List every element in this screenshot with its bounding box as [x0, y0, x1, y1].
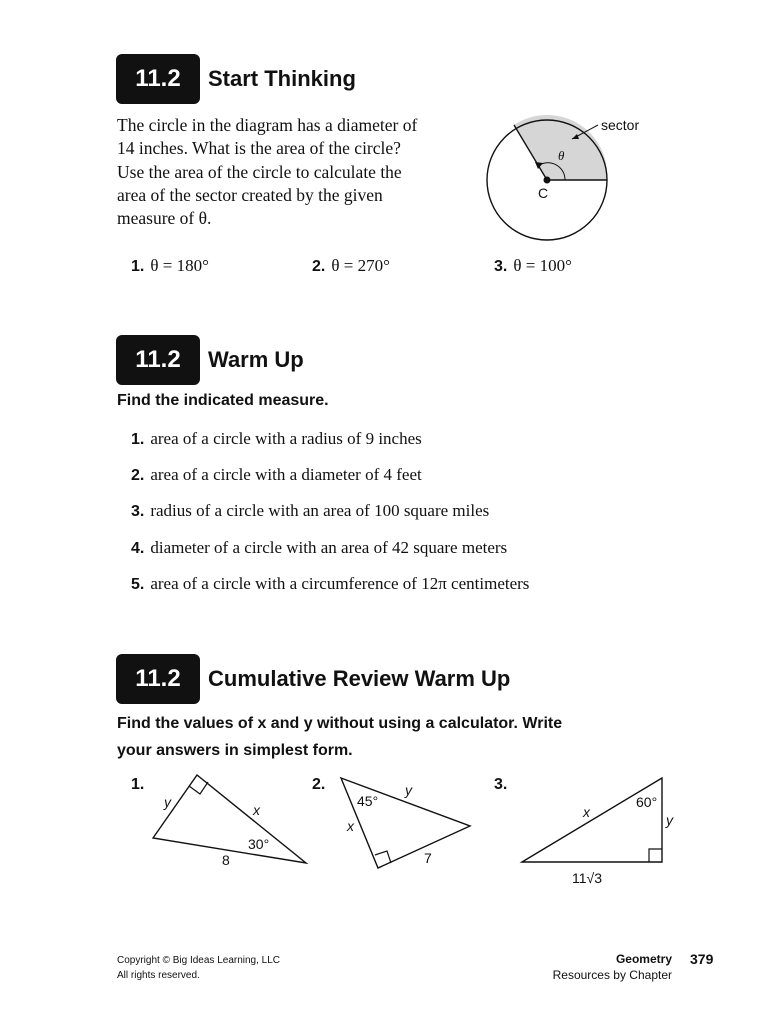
- intro-line: 14 inches. What is the area of the circle?: [117, 138, 401, 159]
- book-info: [553, 951, 672, 983]
- section-badge: 11.2: [116, 54, 200, 104]
- item-text: area of a circle with a radius of 9 inches: [150, 429, 422, 448]
- triangle: [153, 775, 306, 863]
- label-x: x: [347, 818, 354, 834]
- warm-up-item: [131, 574, 529, 594]
- problem-number: 3.: [494, 258, 508, 275]
- intro-line: area of the sector created by the given: [117, 184, 383, 205]
- label-x: x: [253, 802, 260, 818]
- start-problem: [131, 256, 209, 276]
- problem-text: θ = 180°: [150, 256, 209, 275]
- label-angle: 60°: [636, 794, 658, 810]
- label-angle: 45°: [357, 793, 379, 809]
- cumulative-review-header: [116, 654, 510, 704]
- instruction-line: your answers in simplest form.: [117, 742, 353, 759]
- item-number: 4.: [131, 540, 145, 557]
- problem-number: 1.: [131, 258, 145, 275]
- label-y: y: [405, 782, 412, 798]
- triangle: [522, 778, 662, 862]
- figure-number: 2.: [312, 776, 326, 793]
- label-angle: 30°: [248, 836, 270, 852]
- section-title: Cumulative Review Warm Up: [208, 666, 511, 691]
- problem-number: 2.: [312, 258, 326, 275]
- sector-diagram: [480, 110, 650, 250]
- section-title: Warm Up: [208, 347, 304, 372]
- triangle-figure-2: [330, 765, 480, 875]
- copyright-block: [117, 953, 280, 983]
- warm-up-header: [116, 335, 304, 385]
- start-problem: [312, 256, 390, 276]
- right-angle-mark: [189, 782, 208, 794]
- section-title: Start Thinking: [208, 66, 356, 91]
- item-number: 3.: [131, 503, 145, 520]
- rights-text: All rights reserved.: [117, 970, 200, 981]
- right-angle-mark: [375, 851, 391, 863]
- label-y: y: [666, 812, 673, 828]
- item-number: 5.: [131, 576, 145, 593]
- instruction-line: Find the values of x and y without using a calculator. Write: [117, 715, 563, 732]
- triangle-figure-3: [515, 770, 690, 890]
- warm-up-item: [131, 538, 507, 558]
- item-text: diameter of a circle with an area of 42 square meters: [150, 538, 508, 557]
- label-y: y: [164, 794, 171, 810]
- label-x: x: [583, 804, 590, 820]
- figure-number: 3.: [494, 776, 508, 793]
- problem-text: θ = 100°: [513, 256, 572, 275]
- book-subtitle: Resources by Chapter: [552, 968, 672, 982]
- theta-label: θ: [558, 148, 565, 163]
- intro-line: Use the area of the circle to calculate the: [117, 161, 402, 182]
- cumulative-review-instruction: [117, 710, 562, 764]
- warm-up-instruction: Find the indicated measure.: [117, 392, 329, 409]
- center-label: C: [538, 185, 549, 201]
- figure-number: 1.: [131, 776, 145, 793]
- section-badge: 11.2: [116, 335, 200, 385]
- copyright-text: Copyright © Big Ideas Learning, LLC: [117, 955, 281, 966]
- item-text: area of a circle with a diameter of 4 feet: [150, 465, 422, 484]
- intro-line: The circle in the diagram has a diameter of: [117, 115, 418, 135]
- label-side: 8: [222, 852, 230, 868]
- start-problem: [494, 256, 572, 276]
- problem-text: θ = 270°: [331, 256, 390, 275]
- item-text: area of a circle with a circumference of 12π centimeters: [150, 574, 530, 593]
- right-angle-mark: [649, 849, 662, 862]
- intro-line: measure of θ.: [117, 208, 212, 229]
- label-side: 11√3: [572, 870, 603, 886]
- start-thinking-intro: [117, 114, 457, 230]
- triangle-figure-1: [140, 765, 315, 875]
- label-side: 7: [424, 850, 432, 866]
- section-badge: 11.2: [116, 654, 200, 704]
- start-thinking-header: [116, 54, 356, 104]
- center-point: [544, 177, 551, 184]
- page-number: 379: [690, 951, 714, 967]
- item-number: 1.: [131, 431, 145, 448]
- warm-up-item: [131, 465, 422, 485]
- book-title: Geometry: [615, 952, 672, 966]
- warm-up-item: [131, 429, 422, 449]
- item-number: 2.: [131, 467, 145, 484]
- sector-label: sector: [601, 117, 640, 133]
- item-text: radius of a circle with an area of 100 square miles: [150, 501, 490, 520]
- warm-up-item: [131, 501, 489, 521]
